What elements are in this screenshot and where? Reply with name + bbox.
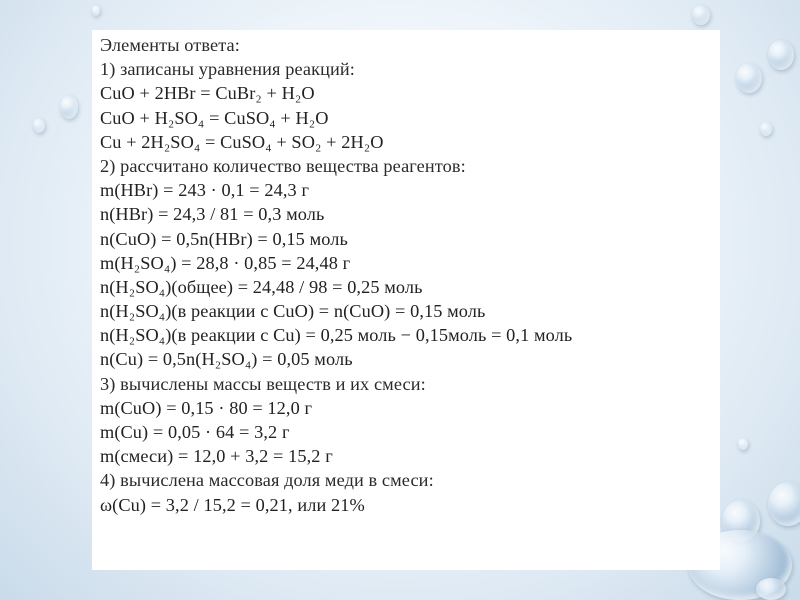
calculation-line: m(H₂SO₄) = 28,8 · 0,85 = 24,48 г [100,252,351,273]
calculation-line: n(H₂SO₄)(в реакции с Cu) = 0,25 моль − 0,15моль = 0,1 моль [100,325,573,346]
calculation-line: m(Cu) = 0,05 · 64 = 3,2 г [100,422,290,442]
water-drop-decoration [736,63,762,93]
calculation-line: n(H₂SO₄)(в реакции с CuO) = n(CuO) = 0,15 моль [100,301,486,322]
water-drop-decoration [738,438,748,450]
section-4-heading: 4) вычислена массовая доля меди в смеси: [100,470,434,491]
calculation-line: n(H₂SO₄)(общее) = 24,48 / 98 = 0,25 моль [100,276,423,297]
water-drop-decoration [692,5,710,25]
answer-document [92,30,720,570]
section-3-heading: 3) вычислены массы веществ и их смеси: [100,373,426,394]
calculation-line: n(HBr) = 24,3 / 81 = 0,3 моль [100,204,325,225]
equation-line: Cu + 2H₂SO₄ = CuSO₄ + SO₂ + 2H₂O [100,131,384,152]
calculation-line: m(смеси) = 12,0 + 3,2 = 15,2 г [100,446,333,467]
section-2-heading: 2) рассчитано количество вещества реагентов: [100,155,466,176]
water-drop-decoration [756,578,786,600]
calculation-line: m(CuO) = 0,15 · 80 = 12,0 г [100,397,313,418]
equation-line: CuO + 2HBr = CuBr₂ + H₂O [100,83,315,104]
water-drop-decoration [92,5,100,16]
water-drop-decoration [768,482,800,526]
calculation-line: n(Cu) = 0,5n(H₂SO₄) = 0,05 моль [100,349,353,370]
water-drop-decoration [60,95,78,119]
calculation-line: m(HBr) = 243 · 0,1 = 24,3 г [100,180,310,201]
document-title: Элементы ответа: [100,35,240,55]
water-drop-decoration [33,118,45,133]
water-drop-decoration [768,40,794,70]
section-1-heading: 1) записаны уравнения реакций: [100,59,355,80]
calculation-line: n(CuO) = 0,5n(HBr) = 0,15 моль [100,228,348,249]
equation-line: CuO + H₂SO₄ = CuSO₄ + H₂O [100,107,329,128]
water-drop-decoration [760,122,772,136]
calculation-line: ω(Cu) = 3,2 / 15,2 = 0,21, или 21% [100,494,365,515]
